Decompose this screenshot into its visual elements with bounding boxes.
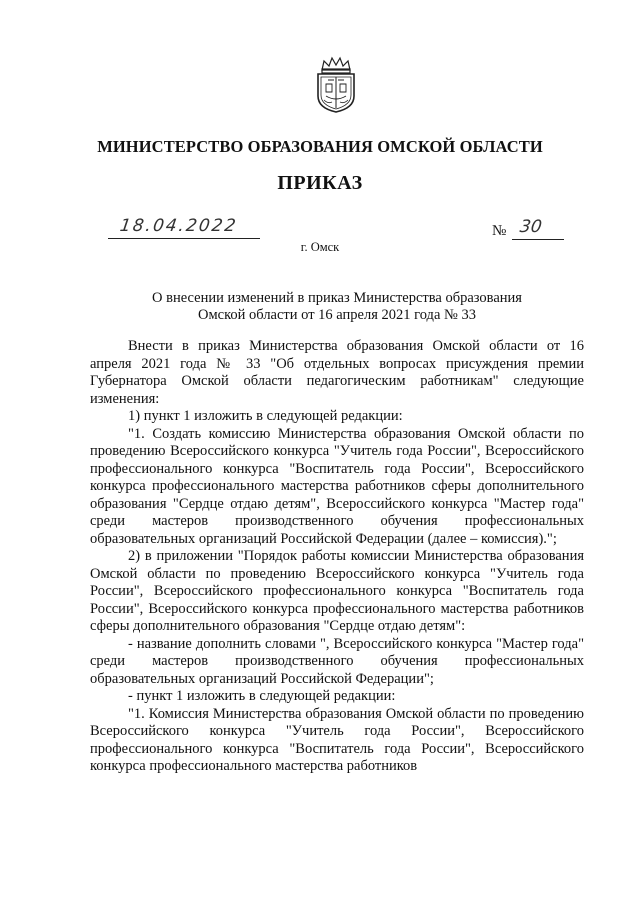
omsk-coat-of-arms-icon [312, 56, 360, 114]
document-subject [90, 290, 584, 324]
subject-line: О внесении изменений в приказ Министерства образования [152, 290, 522, 306]
ministry-title: МИНИСТЕРСТВО ОБРАЗОВАНИЯ ОМСКОЙ ОБЛАСТИ [97, 137, 543, 156]
paragraph: - название дополнить словами ", Всероссийского конкурса "Мастер года" среди мастеров производственного обучения профессиональных образовательных организаций Российской Федерации"; [90, 635, 584, 687]
paragraph: "1. Комиссия Министерства образования Омской области по проведению Всероссийского конкурса "Учитель года России", Всероссийского профессионального конкурса "Воспитатель года России", Всероссийского конкурса профессионального мастерства работников [90, 705, 584, 774]
paragraph: "1. Создать комиссию Министерства образования Омской области по проведению Всероссийского конкурса "Учитель года России", Всероссийского профессионального конкурса "Воспитатель года России", Всероссийского конкурса профессионального мастерства работников сферы дополнительного образования "Сердце отдаю детям", Всероссийского конкурса "Мастер года" среди мастеров производственного обучения профессиональных образовательных организаций Российской Федерации (далее – комиссия)."; [90, 425, 584, 547]
number-label: № [492, 223, 507, 239]
document-type: ПРИКАЗ [277, 172, 363, 194]
paragraph: 1) пункт 1 изложить в следующей редакции: [128, 408, 403, 424]
subject-line: Омской области от 16 апреля 2021 года № 33 [198, 307, 476, 323]
document-body [90, 338, 584, 776]
handwritten-number: 30 [518, 217, 544, 237]
number-field [512, 217, 564, 240]
paragraph: - пункт 1 изложить в следующей редакции: [128, 688, 396, 704]
paragraph: Внести в приказ Министерства образования Омской области от 16 апреля 2021 года № 33 "Об отдельных вопросах присуждения премии Губернатора Омской области педагогическим работникам" следующие изменения: [90, 338, 584, 407]
paragraph: 2) в приложении "Порядок работы комиссии Министерства образования Омской области по проведению Всероссийского конкурса "Учитель года России", Всероссийского профессионального конкурса "Воспитатель года России", Всероссийского конкурса профессионального мастерства работников сферы дополнительного образования "Сердце отдаю детям": [90, 548, 584, 634]
handwritten-date: 18.04.2022 [118, 216, 239, 236]
city: г. Омск [300, 240, 340, 254]
date-field [108, 216, 260, 239]
